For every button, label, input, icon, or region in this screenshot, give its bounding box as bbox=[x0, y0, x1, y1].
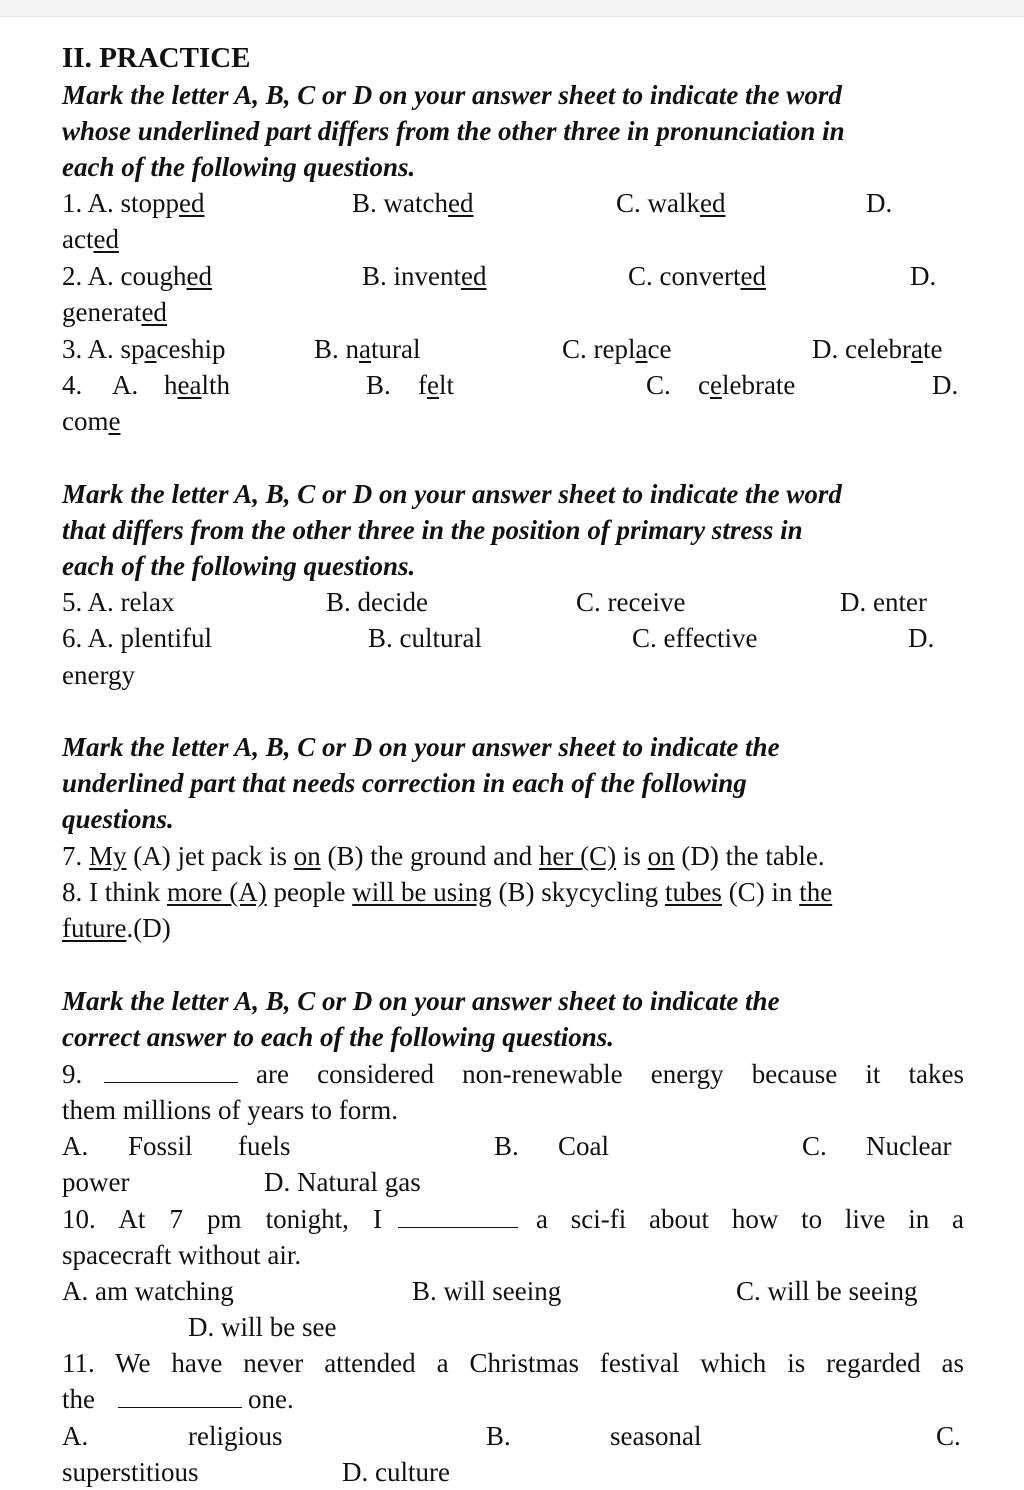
q11-option-d: D. culture bbox=[342, 1457, 450, 1487]
q4-option-b-label: B. bbox=[366, 370, 391, 400]
q2-option-c: C. converted bbox=[628, 261, 766, 291]
section-title: II. PRACTICE bbox=[62, 42, 251, 74]
instruction-error-1: Mark the letter A, B, C or D on your answer sheet to indicate the bbox=[62, 732, 780, 762]
q8-sentence-line-2: future.(D) bbox=[62, 913, 171, 943]
q4-option-d-label: D. bbox=[932, 370, 959, 400]
instruction-stress-3: each of the following questions. bbox=[62, 551, 416, 581]
instruction-mc-1: Mark the letter A, B, C or D on your answer sheet to indicate the bbox=[62, 986, 780, 1016]
instruction-pronunciation-2: whose underlined part differs from the other three in pronunciation in bbox=[62, 116, 845, 146]
q9-option-c-label: C. bbox=[802, 1131, 827, 1161]
q5-option-c: C. receive bbox=[576, 587, 686, 617]
q9-option-a-label: A. bbox=[62, 1131, 89, 1161]
q10-stem-post: a sci-fi about how to live in a bbox=[536, 1204, 964, 1234]
q7-sentence: 7. My (A) jet pack is on (B) the ground and her (C) is on (D) the table. bbox=[62, 841, 825, 871]
q9-option-b: Coal bbox=[558, 1131, 609, 1161]
q9-number: 9. bbox=[62, 1059, 83, 1089]
q10-option-a: A. am watching bbox=[62, 1276, 234, 1306]
q5-option-d: D. enter bbox=[840, 587, 927, 617]
q11-blank bbox=[118, 1381, 242, 1417]
q9-option-d: D. Natural gas bbox=[264, 1167, 421, 1197]
q11-stem: 11. We have never attended a Christmas festival which is regarded as bbox=[62, 1348, 964, 1378]
q9-option-b-label: B. bbox=[494, 1131, 519, 1161]
instruction-error-3: questions. bbox=[62, 804, 174, 834]
q10-blank bbox=[398, 1201, 518, 1237]
q11-option-b-label: B. bbox=[486, 1421, 511, 1451]
q4-option-b: felt bbox=[418, 370, 454, 400]
instruction-pronunciation-1: Mark the letter A, B, C or D on your answer sheet to indicate the word bbox=[62, 80, 842, 110]
q9-stem: are considered non-renewable energy because it takes bbox=[256, 1059, 964, 1089]
q2-option-a: 2. A. coughed bbox=[62, 261, 212, 291]
q4-option-c: celebrate bbox=[698, 370, 796, 400]
q4-number: 4. bbox=[62, 370, 83, 400]
q2-option-d-label: D. bbox=[910, 261, 937, 291]
q3-option-c: C. replace bbox=[562, 334, 672, 364]
q4-option-a-label: A. bbox=[112, 370, 139, 400]
q11-option-c: superstitious bbox=[62, 1457, 199, 1487]
q3-option-b: B. natural bbox=[314, 334, 421, 364]
q4-option-d: come bbox=[62, 406, 121, 436]
instruction-stress-2: that differs from the other three in the position of primary stress in bbox=[62, 515, 803, 545]
q10-option-c: C. will be seeing bbox=[736, 1276, 918, 1306]
q11-option-b: seasonal bbox=[610, 1421, 702, 1451]
q9-stem-line-2: them millions of years to form. bbox=[62, 1095, 398, 1125]
viewer-top-bar bbox=[0, 0, 1024, 17]
instruction-error-2: underlined part that needs correction in each of the following bbox=[62, 768, 747, 798]
q1-option-b: B. watched bbox=[352, 188, 474, 218]
q9-blank bbox=[104, 1056, 238, 1092]
q3-option-a: 3. A. spaceship bbox=[62, 334, 226, 364]
q3-option-d: D. celebrate bbox=[812, 334, 943, 364]
q9-option-c-cont: power bbox=[62, 1167, 130, 1197]
q11-stem-post: one. bbox=[248, 1384, 294, 1414]
q2-option-d: generated bbox=[62, 297, 167, 327]
q10-option-b: B. will seeing bbox=[412, 1276, 562, 1306]
instruction-mc-2: correct answer to each of the following questions. bbox=[62, 1022, 615, 1052]
q4-option-a: health bbox=[164, 370, 230, 400]
q5-option-a: 5. A. relax bbox=[62, 587, 175, 617]
q11-stem-pre: the bbox=[62, 1384, 95, 1414]
q10-stem-pre: 10. At 7 pm tonight, I bbox=[62, 1204, 382, 1234]
q11-option-a: religious bbox=[188, 1421, 283, 1451]
q4-option-c-label: C. bbox=[646, 370, 671, 400]
q6-option-c: C. effective bbox=[632, 623, 758, 653]
q1-option-a: 1. A. stopped bbox=[62, 188, 205, 218]
q9-option-c: Nuclear bbox=[866, 1131, 952, 1161]
q6-option-d-label: D. bbox=[908, 623, 935, 653]
q10-option-d: D. will be see bbox=[188, 1312, 337, 1342]
q6-option-d: energy bbox=[62, 660, 135, 690]
instruction-pronunciation-3: each of the following questions. bbox=[62, 152, 416, 182]
q8-sentence-line-1: 8. I think more (A) people will be using (B) skycycling tubes (C) in the bbox=[62, 877, 833, 907]
q11-option-c-label: C. bbox=[936, 1421, 961, 1451]
q1-option-c: C. walked bbox=[616, 188, 726, 218]
q6-option-b: B. cultural bbox=[368, 623, 482, 653]
instruction-stress-1: Mark the letter A, B, C or D on your answer sheet to indicate the word bbox=[62, 479, 842, 509]
q6-option-a: 6. A. plentiful bbox=[62, 623, 212, 653]
q2-option-b: B. invented bbox=[362, 261, 487, 291]
q11-option-a-label: A. bbox=[62, 1421, 89, 1451]
q10-stem-line-2: spacecraft without air. bbox=[62, 1240, 302, 1270]
q5-option-b: B. decide bbox=[326, 587, 428, 617]
q9-option-a-word-1: Fossil bbox=[128, 1131, 193, 1161]
q9-option-a-word-2: fuels bbox=[238, 1131, 291, 1161]
q1-option-d: acted bbox=[62, 224, 119, 254]
q1-option-d-label: D. bbox=[866, 188, 893, 218]
